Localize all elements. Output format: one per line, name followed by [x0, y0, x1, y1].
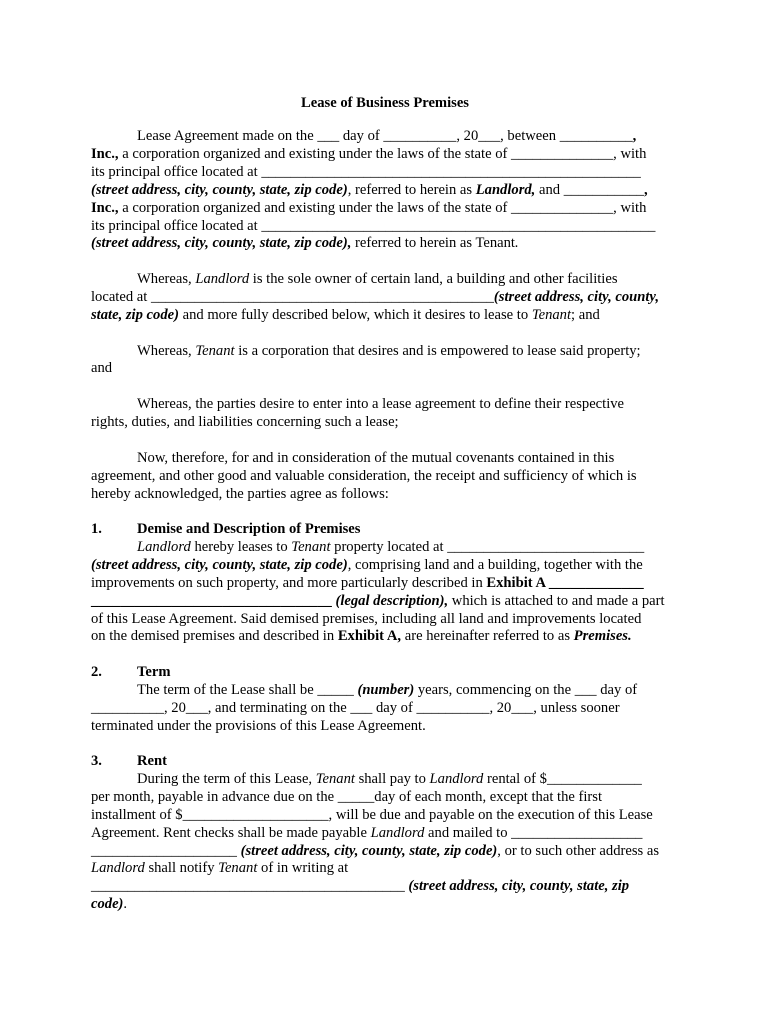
text-segment: Rent [137, 753, 167, 769]
text-segment: (street address, city, county, state, zip code) [91, 182, 348, 198]
text-segment: Exhibit A, [337, 628, 402, 644]
text-segment: is a corporation that desires and is empowered to lease said property; [234, 343, 641, 359]
text-line [91, 896, 127, 914]
text-segment: (street address, city, county, [493, 289, 660, 305]
text-segment: Inc., [91, 200, 119, 216]
text-segment: years, commencing on the ___ day of [414, 682, 638, 698]
text-line [91, 235, 519, 253]
text-segment: Whereas, the parties desire to enter into a lease agreement to define their respective [137, 396, 625, 412]
text-segment: 3. [91, 753, 102, 769]
text-segment: ___________________________________________ [91, 878, 409, 894]
text-segment: code) [91, 896, 124, 912]
section-number [91, 664, 102, 682]
text-line [137, 450, 614, 468]
text-segment: ____________________ [91, 843, 241, 859]
text-segment: property located at ___________________________ [330, 539, 645, 555]
text-segment: referred to herein as [351, 235, 476, 251]
text-segment: on the demised premises and described in [91, 628, 338, 644]
text-segment: (street address, city, county, state, zip [408, 878, 630, 894]
text-line [91, 289, 659, 307]
text-segment: Agreement. Rent checks shall be made payable [91, 825, 371, 841]
text-segment: rental of $_____________ [483, 771, 642, 787]
section-heading [137, 753, 167, 771]
text-line [91, 200, 646, 218]
text-line [91, 468, 637, 486]
text-segment: Tenant [291, 539, 331, 555]
text-segment: and mailed to __________________ [424, 825, 643, 841]
text-segment: which is attached to and made a part [448, 593, 665, 609]
section-number [91, 753, 102, 771]
text-line [91, 843, 659, 861]
text-line [137, 539, 644, 557]
text-line [91, 789, 602, 807]
text-line [91, 307, 600, 325]
text-segment: of this Lease Agreement. Said demised premises, including all land and improvements located [91, 611, 642, 627]
section-heading [137, 521, 360, 539]
text-segment: and [91, 360, 113, 376]
text-segment: of in writing at [257, 860, 349, 876]
text-segment: , comprising land and a building, together with the [347, 557, 643, 573]
text-line [91, 628, 632, 646]
text-segment: Premises. [573, 628, 632, 644]
text-segment: Landlord, [475, 182, 536, 198]
text-segment: Whereas, [137, 343, 196, 359]
text-segment: and ___________ [535, 182, 644, 198]
text-line [91, 860, 348, 878]
text-segment: , [643, 182, 648, 198]
text-line [91, 575, 644, 593]
text-line [91, 718, 426, 736]
document-title [0, 95, 770, 113]
text-segment: and more fully described below, which it desires to lease to [178, 307, 532, 323]
text-segment: , or to such other address as [497, 843, 660, 859]
text-segment: its principal office located at ____________________________________________________ [91, 164, 641, 180]
text-segment: Landlord [137, 539, 191, 555]
text-line [91, 164, 641, 182]
text-line [91, 414, 399, 432]
text-segment: Tenant [218, 860, 258, 876]
text-segment: a corporation organized and existing under the laws of the state of ______________, with [118, 200, 647, 216]
text-segment: state, zip code) [91, 307, 179, 323]
text-segment: ; and [571, 307, 600, 323]
text-segment: Tenant [475, 235, 515, 251]
text-segment: shall pay to [354, 771, 430, 787]
text-segment: installment of $____________________, will be due and payable on the execution of this Lease [91, 807, 653, 823]
text-segment: hereby leases to [190, 539, 292, 555]
text-segment: shall notify [144, 860, 219, 876]
text-segment: agreement, and other good and valuable consideration, the receipt and sufficiency of which is [91, 468, 637, 484]
text-line [137, 396, 624, 414]
text-segment: rights, duties, and liabilities concerning such a lease; [91, 414, 399, 430]
text-segment: hereby acknowledged, the parties agree as follows: [91, 486, 389, 502]
text-segment: a corporation organized and existing under the laws of the state of ______________, with [118, 146, 647, 162]
text-segment: improvements on such property, and more particularly described in [91, 575, 487, 591]
text-segment: Lease of Business Premises [301, 95, 469, 111]
text-segment: (legal description), [335, 593, 449, 609]
text-segment: (number) [357, 682, 415, 698]
text-segment: Demise and Description of Premises [137, 521, 361, 537]
text-segment: are hereinafter referred to as [401, 628, 574, 644]
text-segment: Landlord [429, 771, 484, 787]
section-heading [137, 664, 171, 682]
text-line [91, 146, 646, 164]
text-line [91, 878, 629, 896]
text-segment: (street address, city, county, state, zip code), [91, 235, 352, 251]
text-segment: Tenant [195, 343, 235, 359]
text-segment: terminated under the provisions of this Lease Agreement. [91, 718, 426, 734]
text-line [91, 825, 642, 843]
text-segment: is the sole owner of certain land, a building and other facilities [249, 271, 618, 287]
text-segment: Tenant [531, 307, 572, 323]
section-number [91, 521, 102, 539]
text-segment: _________________________________ [91, 593, 336, 609]
text-segment: (street address, city, county, state, zip code) [240, 843, 498, 859]
text-line [137, 771, 642, 789]
text-segment: Lease Agreement made on the ___ day of __________, 20___, between __________ [137, 128, 633, 144]
text-line [137, 682, 637, 700]
text-line [91, 700, 620, 718]
text-segment: its principal office located at ______________________________________________________ [91, 218, 656, 234]
text-segment: per month, payable in advance due on the _____day of each month, except that the first [91, 789, 603, 805]
text-segment: 2. [91, 664, 102, 680]
text-line [91, 360, 112, 378]
text-segment: (street address, city, county, state, zip code) [91, 557, 348, 573]
text-line [137, 271, 618, 289]
text-segment: . [123, 896, 128, 912]
text-segment: Inc., [91, 146, 119, 162]
text-segment: . [514, 235, 519, 251]
text-line [137, 343, 641, 361]
text-segment: located at _______________________________________________ [91, 289, 494, 305]
text-segment: , [632, 128, 637, 144]
text-segment: Landlord [370, 825, 425, 841]
text-line [91, 486, 389, 504]
text-line [91, 611, 641, 629]
text-line [91, 593, 665, 611]
text-segment: The term of the Lease shall be _____ [137, 682, 358, 698]
text-segment: Exhibit A _____________ [486, 575, 644, 591]
text-line [91, 557, 643, 575]
text-segment: During the term of this Lease, [137, 771, 316, 787]
text-segment: , referred to herein as [347, 182, 476, 198]
text-line [137, 128, 636, 146]
text-segment: Landlord [91, 860, 145, 876]
text-segment: Landlord [195, 271, 250, 287]
text-line [91, 807, 653, 825]
text-segment: 1. [91, 521, 102, 537]
text-segment: __________, 20___, and terminating on the ___ day of __________, 20___, unless sooner [91, 700, 620, 716]
text-segment: Whereas, [137, 271, 196, 287]
text-line [91, 218, 655, 236]
text-line [91, 182, 648, 200]
text-segment: Term [137, 664, 171, 680]
text-segment: Now, therefore, for and in consideration of the mutual covenants contained in this [137, 450, 615, 466]
text-segment: Tenant [315, 771, 355, 787]
